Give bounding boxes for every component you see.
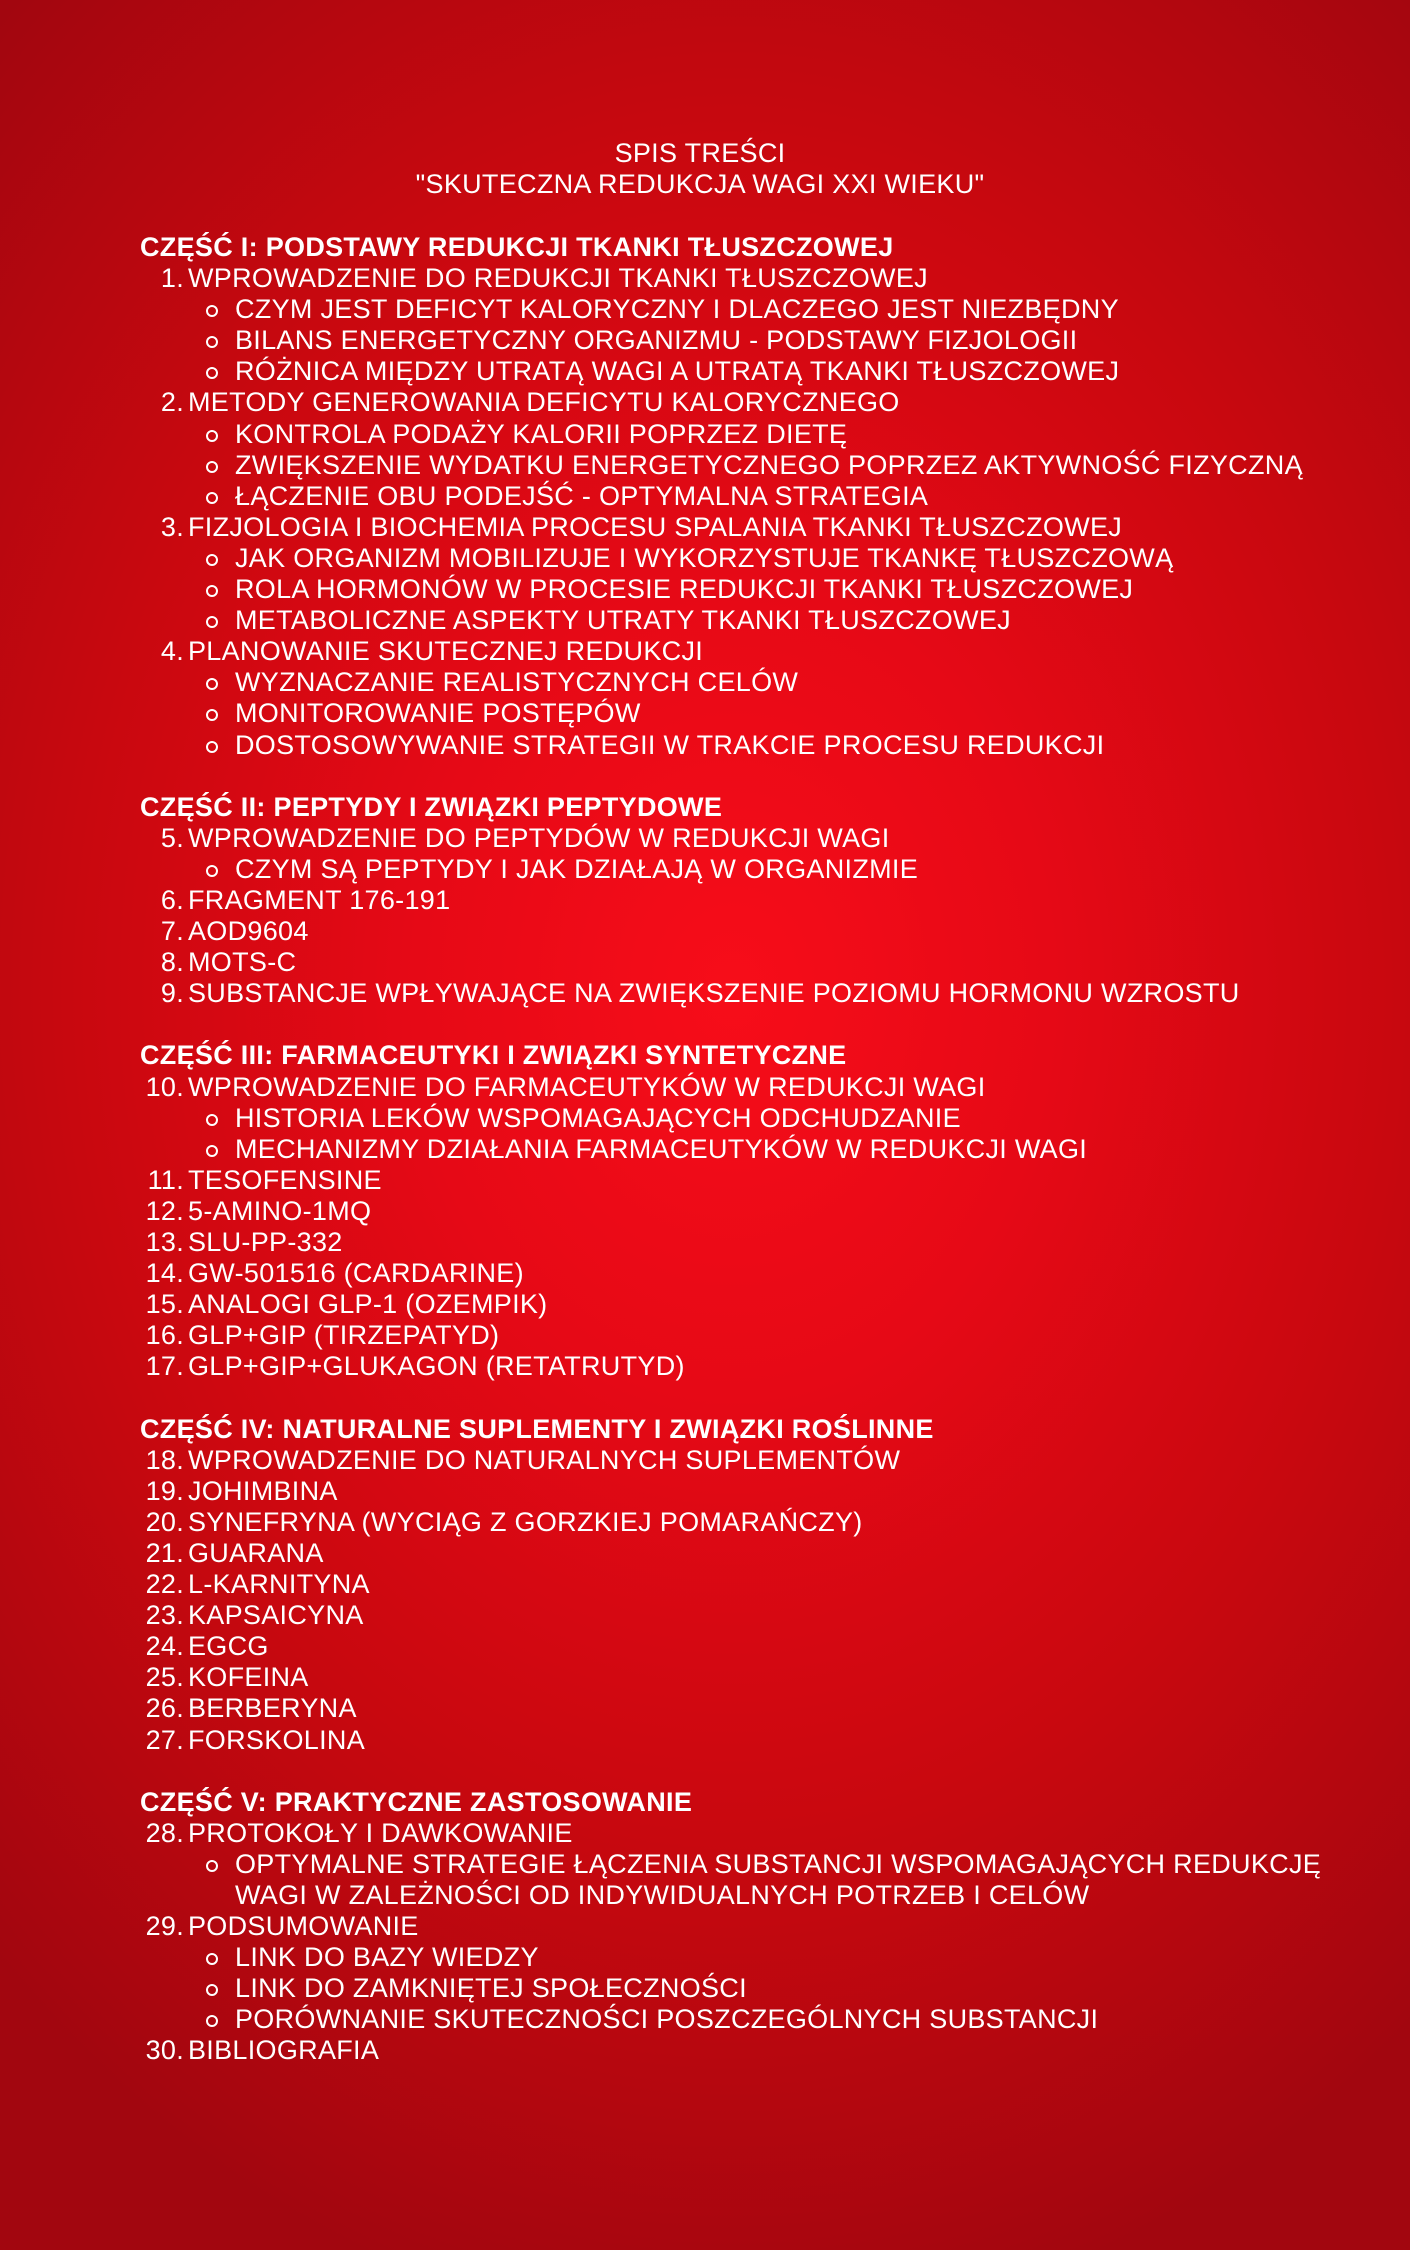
item-label: METODY GENEROWANIA DEFICYTU KALORYCZNEGO [188,387,900,418]
toc-subitem [140,574,1330,605]
toc-subitem [140,2004,1330,2035]
hollow-circle-bullet-icon [206,2015,218,2027]
subitem-label: HISTORIA LEKÓW WSPOMAGAJĄCYCH ODCHUDZANIE [235,1102,961,1133]
toc-item [140,1693,1330,1724]
item-number: 9. [160,978,184,1009]
item-label: MOTS-C [188,947,297,978]
subitem-label: ROLA HORMONÓW W PROCESIE REDUKCJI TKANKI TŁUSZCZOWEJ [235,574,1134,605]
toc-subitem [140,1942,1330,1973]
hollow-circle-bullet-icon [206,616,218,628]
toc-subitem [140,481,1330,512]
item-label: FORSKOLINA [188,1724,366,1755]
part-spacer [140,761,1330,792]
subitem-label: PORÓWNANIE SKUTECZNOŚCI POSZCZEGÓLNYCH SUBSTANCJI [235,2004,1099,2035]
item-label: ANALOGI GLP-1 (OZEMPIK) [188,1289,548,1320]
subitem-label: BILANS ENERGETYCZNY ORGANIZMU - PODSTAWY FIZJOLOGII [235,325,1078,356]
subitem-label: ŁĄCZENIE OBU PODEJŚĆ - OPTYMALNA STRATEGIA [235,480,929,511]
toc-subitem [140,543,1330,574]
toc-subitem [140,356,1330,387]
hollow-circle-bullet-icon [206,1953,218,1965]
toc-item [140,1445,1330,1476]
toc-item [140,2035,1330,2066]
hollow-circle-bullet-icon [206,585,218,597]
item-number: 13. [145,1227,184,1257]
item-number: 26. [145,1693,184,1724]
toc-item [140,1818,1330,1849]
toc-item [140,1258,1330,1289]
item-label: FRAGMENT 176-191 [188,884,451,915]
subitem-label: JAK ORGANIZM MOBILIZUJE I WYKORZYSTUJE TKANKĘ TŁUSZCZOWĄ [235,542,1174,573]
item-label: SUBSTANCJE WPŁYWAJĄCE NA ZWIĘKSZENIE POZIOMU HORMONU WZROSTU [188,978,1240,1009]
hollow-circle-bullet-icon [206,865,218,877]
item-label: KOFEINA [188,1662,309,1693]
part-spacer [140,1756,1330,1787]
hollow-circle-bullet-icon [206,1860,218,1872]
part-heading: CZĘŚĆ IV: NATURALNE SUPLEMENTY I ZWIĄZKI ROŚLINNE [140,1413,934,1444]
subitem-label: LINK DO ZAMKNIĘTEJ SPOŁECZNOŚCI [235,1973,747,2004]
item-number: 10. [145,1071,184,1102]
toc-item [140,978,1330,1009]
item-label: PROTOKOŁY I DAWKOWANIE [188,1817,573,1848]
subitem-label: MONITOROWANIE POSTĘPÓW [235,698,641,729]
toc-item [140,1165,1330,1196]
subitem-label: DOSTOSOWYWANIE STRATEGII W TRAKCIE PROCESU REDUKCJI [235,729,1105,760]
hollow-circle-bullet-icon [206,1145,218,1157]
hollow-circle-bullet-icon [206,678,218,690]
item-label: WPROWADZENIE DO REDUKCJI TKANKI TŁUSZCZOWEJ [188,263,928,294]
hollow-circle-bullet-icon [206,741,218,753]
item-number: 25. [145,1662,184,1693]
item-number: 24. [145,1631,184,1662]
hollow-circle-bullet-icon [206,367,218,379]
item-label: BIBLIOGRAFIA [188,2035,380,2066]
subitem-label: MECHANIZMY DZIAŁANIA FARMACEUTYKÓW W REDUKCJI WAGI [235,1133,1088,1164]
item-number: 21. [145,1537,184,1568]
toc-part [140,232,1330,761]
item-label: KAPSAICYNA [188,1600,364,1631]
item-number: 12. [145,1195,184,1226]
toc-subitem [140,730,1330,761]
toc-item [140,263,1330,294]
item-label: AOD9604 [188,916,309,947]
item-label: SYNEFRYNA (WYCIĄG Z GORZKIEJ POMARAŃCZY) [188,1506,863,1537]
toc-subitem [140,294,1330,325]
subitem-label: OPTYMALNE STRATEGIE ŁĄCZENIA SUBSTANCJI WSPOMAGAJĄCYCH REDUKCJĘ WAGI W ZALEŻNOŚCI OD INDYWIDUALNYCH POTRZEB I CELÓW [235,1848,1322,1910]
toc-subitem [140,419,1330,450]
part-spacer [140,1382,1330,1413]
toc-item [140,1320,1330,1351]
toc-item [140,1662,1330,1693]
part-heading: CZĘŚĆ II: PEPTYDY I ZWIĄZKI PEPTYDOWE [140,791,723,822]
toc-item [140,1631,1330,1662]
item-number: 7. [160,916,184,947]
toc-subitem [140,1134,1330,1165]
toc-item [140,1725,1330,1756]
item-label: FIZJOLOGIA I BIOCHEMIA PROCESU SPALANIA TKANKI TŁUSZCZOWEJ [188,511,1123,542]
item-label: 5-AMINO-1MQ [188,1195,372,1226]
item-number: 6. [160,884,184,915]
item-label: BERBERYNA [188,1693,357,1724]
subitem-label: CZYM SĄ PEPTYDY I JAK DZIAŁAJĄ W ORGANIZMIE [235,853,919,884]
item-label: GUARANA [188,1537,324,1568]
subitem-label: WYZNACZANIE REALISTYCZNYCH CELÓW [235,667,799,698]
item-label: SLU-PP-332 [188,1227,343,1257]
toc-item [140,1351,1330,1382]
toc-item [140,1196,1330,1227]
item-number: 20. [145,1506,184,1537]
toc-item [140,885,1330,916]
item-label: PODSUMOWANIE [188,1911,419,1942]
item-number: 27. [145,1724,184,1755]
hollow-circle-bullet-icon [206,305,218,317]
item-label: TESOFENSINE [188,1164,382,1195]
toc-part [140,792,1330,1010]
book-title: "SKUTECZNA REDUKCJA WAGI XXI WIEKU" [415,169,985,199]
page-title: SPIS TREŚCI [614,138,786,168]
item-number: 29. [145,1911,184,1942]
hollow-circle-bullet-icon [206,461,218,473]
item-number: 19. [145,1475,184,1506]
toc-item [140,823,1330,854]
part-heading: CZĘŚĆ V: PRAKTYCZNE ZASTOSOWANIE [140,1786,693,1817]
subitem-label: METABOLICZNE ASPEKTY UTRATY TKANKI TŁUSZCZOWEJ [235,605,1011,636]
toc-subitem [140,667,1330,698]
item-number: 17. [145,1351,184,1382]
toc-subitem [140,325,1330,356]
toc-item [140,1600,1330,1631]
item-number: 22. [145,1569,184,1600]
hollow-circle-bullet-icon [206,1114,218,1126]
toc-item [140,1227,1330,1258]
item-number: 16. [145,1320,184,1351]
subitem-label: LINK DO BAZY WIEDZY [235,1942,539,1973]
toc-part [140,1040,1330,1382]
toc-item [140,1072,1330,1103]
toc-item [140,1538,1330,1569]
item-label: PLANOWANIE SKUTECZNEJ REDUKCJI [188,636,704,667]
item-label: WPROWADZENIE DO PEPTYDÓW W REDUKCJI WAGI [188,822,890,853]
hollow-circle-bullet-icon [206,492,218,504]
toc-item [140,512,1330,543]
item-number: 2. [160,387,184,418]
table-of-contents [140,232,1330,2067]
subitem-label: RÓŻNICA MIĘDZY UTRATĄ WAGI A UTRATĄ TKANKI TŁUSZCZOWEJ [235,356,1120,387]
toc-part [140,1414,1330,1756]
toc-subitem [140,1103,1330,1134]
toc-part [140,1787,1330,2067]
hollow-circle-bullet-icon [206,1984,218,1996]
item-label: GW-501516 (CARDARINE) [188,1258,524,1289]
item-label: EGCG [188,1631,269,1662]
hollow-circle-bullet-icon [206,709,218,721]
toc-item [140,1507,1330,1538]
item-number: 30. [145,2035,184,2066]
hollow-circle-bullet-icon [206,430,218,442]
item-number: 3. [160,511,184,542]
toc-subitem [140,854,1330,885]
item-number: 18. [145,1444,184,1475]
hollow-circle-bullet-icon [206,554,218,566]
item-number: 15. [145,1289,184,1320]
toc-item [140,947,1330,978]
item-number: 1. [160,263,184,294]
hollow-circle-bullet-icon [206,336,218,348]
item-label: L-KARNITYNA [188,1569,370,1600]
toc-subitem [140,605,1330,636]
item-number: 14. [145,1258,184,1289]
subitem-label: CZYM JEST DEFICYT KALORYCZNY I DLACZEGO JEST NIEZBĘDNY [235,294,1119,325]
toc-subitem [140,1849,1330,1911]
toc-item [140,1569,1330,1600]
toc-item [140,1911,1330,1942]
toc-item [140,636,1330,667]
toc-item [140,1476,1330,1507]
item-number: 5. [160,822,184,853]
item-label: WPROWADZENIE DO NATURALNYCH SUPLEMENTÓW [188,1444,901,1475]
title-block [0,138,1400,200]
item-label: GLP+GIP (TIRZEPATYD) [188,1320,500,1351]
toc-subitem [140,1973,1330,2004]
item-number: 11. [147,1164,184,1195]
subitem-label: KONTROLA PODAŻY KALORII POPRZEZ DIETĘ [235,418,848,449]
item-label: GLP+GIP+GLUKAGON (RETATRUTYD) [188,1351,685,1382]
item-number: 28. [145,1817,184,1848]
toc-item [140,1289,1330,1320]
subitem-label: ZWIĘKSZENIE WYDATKU ENERGETYCZNEGO POPRZEZ AKTYWNOŚĆ FIZYCZNĄ [235,449,1303,480]
item-label: WPROWADZENIE DO FARMACEUTYKÓW W REDUKCJI WAGI [188,1071,986,1102]
item-label: JOHIMBINA [188,1475,338,1506]
toc-item [140,916,1330,947]
toc-subitem [140,450,1330,481]
toc-item [140,387,1330,418]
toc-subitem [140,698,1330,729]
part-heading: CZĘŚĆ I: PODSTAWY REDUKCJI TKANKI TŁUSZCZOWEJ [140,232,894,262]
item-number: 8. [160,947,184,978]
item-number: 4. [160,636,184,667]
part-spacer [140,1009,1330,1040]
part-heading: CZĘŚĆ III: FARMACEUTYKI I ZWIĄZKI SYNTETYCZNE [140,1040,847,1071]
item-number: 23. [145,1600,184,1631]
